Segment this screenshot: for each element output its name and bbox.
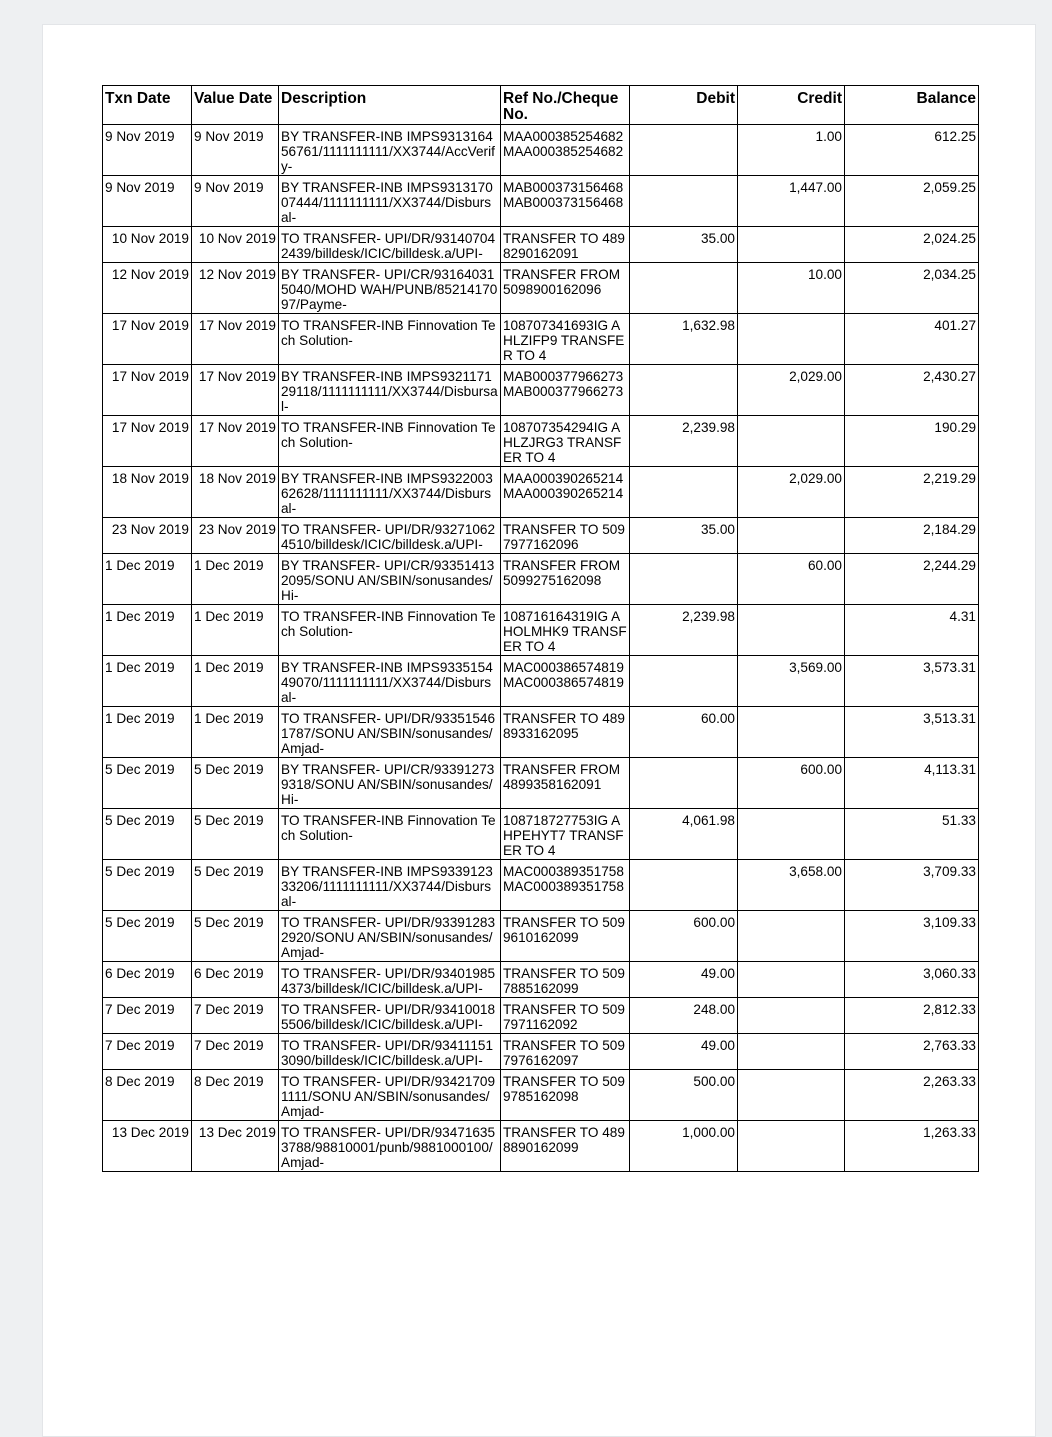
credit-cell: 1,447.00 (738, 176, 845, 227)
value-date-cell: 1 Dec 2019 (192, 605, 279, 656)
table-row (103, 809, 979, 860)
debit-cell: 49.00 (630, 962, 738, 998)
ref-cell: TRANSFER FROM 5098900162096 (501, 263, 630, 314)
balance-cell: 612.25 (845, 125, 979, 176)
header-ref: Ref No./Cheque No. (501, 86, 630, 125)
table-row (103, 314, 979, 365)
value-date-cell: 12 Nov 2019 (192, 263, 279, 314)
value-date-cell: 5 Dec 2019 (192, 860, 279, 911)
value-date-cell: 17 Nov 2019 (192, 365, 279, 416)
ref-cell: MAA000385254682 MAA000385254682 (501, 125, 630, 176)
balance-cell: 2,219.29 (845, 467, 979, 518)
description-cell: BY TRANSFER-INB IMPS931316456761/1111111111/XX3744/AccVerify- (279, 125, 501, 176)
balance-cell: 190.29 (845, 416, 979, 467)
txn-date-cell: 9 Nov 2019 (103, 125, 192, 176)
balance-cell: 3,060.33 (845, 962, 979, 998)
debit-cell: 60.00 (630, 707, 738, 758)
credit-cell: 60.00 (738, 554, 845, 605)
ref-cell: TRANSFER TO 4898890162099 (501, 1121, 630, 1172)
balance-cell: 2,763.33 (845, 1034, 979, 1070)
balance-cell: 3,513.31 (845, 707, 979, 758)
txn-date-cell: 1 Dec 2019 (103, 605, 192, 656)
description-cell: TO TRANSFER- UPI/DR/934217091111/SONU AN/SBIN/sonusandes/Amjad- (279, 1070, 501, 1121)
description-cell: BY TRANSFER- UPI/CR/933912739318/SONU AN/SBIN/sonusandes/Hi- (279, 758, 501, 809)
ref-cell: TRANSFER TO 5097976162097 (501, 1034, 630, 1070)
description-cell: BY TRANSFER-INB IMPS931317007444/1111111111/XX3744/Disbursal- (279, 176, 501, 227)
credit-cell (738, 314, 845, 365)
value-date-cell: 23 Nov 2019 (192, 518, 279, 554)
ref-cell: TRANSFER FROM 5099275162098 (501, 554, 630, 605)
txn-date-cell: 1 Dec 2019 (103, 554, 192, 605)
table-row (103, 962, 979, 998)
value-date-cell: 9 Nov 2019 (192, 125, 279, 176)
debit-cell (630, 758, 738, 809)
balance-cell: 2,034.25 (845, 263, 979, 314)
debit-cell (630, 365, 738, 416)
debit-cell (630, 176, 738, 227)
credit-cell (738, 911, 845, 962)
credit-cell (738, 1070, 845, 1121)
value-date-cell: 6 Dec 2019 (192, 962, 279, 998)
value-date-cell: 1 Dec 2019 (192, 554, 279, 605)
credit-cell (738, 416, 845, 467)
value-date-cell: 5 Dec 2019 (192, 911, 279, 962)
txn-date-cell: 8 Dec 2019 (103, 1070, 192, 1121)
txn-date-cell: 23 Nov 2019 (103, 518, 192, 554)
description-cell: BY TRANSFER-INB IMPS933912333206/1111111111/XX3744/Disbursal- (279, 860, 501, 911)
credit-cell: 600.00 (738, 758, 845, 809)
debit-cell: 2,239.98 (630, 605, 738, 656)
balance-cell: 51.33 (845, 809, 979, 860)
credit-cell: 2,029.00 (738, 365, 845, 416)
debit-cell (630, 467, 738, 518)
table-row (103, 656, 979, 707)
table-row (103, 1121, 979, 1172)
ref-cell: MAC000389351758 MAC000389351758 (501, 860, 630, 911)
txn-date-cell: 5 Dec 2019 (103, 911, 192, 962)
ref-cell: 108718727753IG AHPEHYT7 TRANSFER TO 4 (501, 809, 630, 860)
balance-cell: 3,709.33 (845, 860, 979, 911)
description-cell: TO TRANSFER- UPI/DR/933912832920/SONU AN/SBIN/sonusandes/Amjad- (279, 911, 501, 962)
credit-cell: 10.00 (738, 263, 845, 314)
balance-cell: 1,263.33 (845, 1121, 979, 1172)
ref-cell: MAB000377966273 MAB000377966273 (501, 365, 630, 416)
ref-cell: 108707341693IG AHLZIFP9 TRANSFER TO 4 (501, 314, 630, 365)
txn-date-cell: 17 Nov 2019 (103, 365, 192, 416)
debit-cell: 2,239.98 (630, 416, 738, 467)
txn-date-cell: 17 Nov 2019 (103, 314, 192, 365)
description-cell: TO TRANSFER- UPI/DR/932710624510/billdesk/ICIC/billdesk.a/UPI- (279, 518, 501, 554)
debit-cell (630, 125, 738, 176)
balance-cell: 2,024.25 (845, 227, 979, 263)
table-row (103, 416, 979, 467)
value-date-cell: 18 Nov 2019 (192, 467, 279, 518)
credit-cell (738, 998, 845, 1034)
description-cell: TO TRANSFER- UPI/DR/934716353788/98810001/punb/9881000100/Amjad- (279, 1121, 501, 1172)
txn-date-cell: 7 Dec 2019 (103, 1034, 192, 1070)
txn-date-cell: 13 Dec 2019 (103, 1121, 192, 1172)
credit-cell: 3,658.00 (738, 860, 845, 911)
balance-cell: 3,109.33 (845, 911, 979, 962)
debit-cell: 35.00 (630, 518, 738, 554)
value-date-cell: 7 Dec 2019 (192, 998, 279, 1034)
balance-cell: 2,430.27 (845, 365, 979, 416)
balance-cell: 2,244.29 (845, 554, 979, 605)
ref-cell: MAB000373156468 MAB000373156468 (501, 176, 630, 227)
value-date-cell: 10 Nov 2019 (192, 227, 279, 263)
ref-cell: 108716164319IG AHOLMHK9 TRANSFER TO 4 (501, 605, 630, 656)
credit-cell (738, 1121, 845, 1172)
txn-date-cell: 10 Nov 2019 (103, 227, 192, 263)
table-row (103, 554, 979, 605)
ref-cell: TRANSFER TO 5097885162099 (501, 962, 630, 998)
description-cell: BY TRANSFER-INB IMPS932117129118/1111111111/XX3744/Disbursal- (279, 365, 501, 416)
header-credit: Credit (738, 86, 845, 125)
table-row (103, 176, 979, 227)
ref-cell: TRANSFER TO 5099785162098 (501, 1070, 630, 1121)
debit-cell: 1,000.00 (630, 1121, 738, 1172)
debit-cell: 600.00 (630, 911, 738, 962)
balance-cell: 4,113.31 (845, 758, 979, 809)
balance-cell: 2,812.33 (845, 998, 979, 1034)
ref-cell: TRANSFER TO 5099610162099 (501, 911, 630, 962)
debit-cell: 500.00 (630, 1070, 738, 1121)
txn-date-cell: 12 Nov 2019 (103, 263, 192, 314)
header-debit: Debit (630, 86, 738, 125)
value-date-cell: 7 Dec 2019 (192, 1034, 279, 1070)
txn-date-cell: 6 Dec 2019 (103, 962, 192, 998)
table-row (103, 911, 979, 962)
transaction-rows (103, 125, 979, 1172)
debit-cell: 49.00 (630, 1034, 738, 1070)
ref-cell: 108707354294IG AHLZJRG3 TRANSFER TO 4 (501, 416, 630, 467)
debit-cell (630, 656, 738, 707)
credit-cell: 2,029.00 (738, 467, 845, 518)
table-row (103, 707, 979, 758)
ref-cell: TRANSFER TO 4898933162095 (501, 707, 630, 758)
table-header-row (103, 86, 979, 125)
value-date-cell: 17 Nov 2019 (192, 416, 279, 467)
header-balance: Balance (845, 86, 979, 125)
credit-cell (738, 605, 845, 656)
debit-cell: 4,061.98 (630, 809, 738, 860)
debit-cell: 1,632.98 (630, 314, 738, 365)
balance-cell: 2,059.25 (845, 176, 979, 227)
description-cell: TO TRANSFER-INB Finnovation Tech Solution- (279, 809, 501, 860)
description-cell: TO TRANSFER- UPI/DR/933515461787/SONU AN/SBIN/sonusandes/Amjad- (279, 707, 501, 758)
table-row (103, 467, 979, 518)
table-row (103, 1034, 979, 1070)
debit-cell (630, 263, 738, 314)
txn-date-cell: 18 Nov 2019 (103, 467, 192, 518)
description-cell: BY TRANSFER- UPI/CR/931640315040/MOHD WAH/PUNB/8521417097/Payme- (279, 263, 501, 314)
balance-cell: 401.27 (845, 314, 979, 365)
ref-cell: TRANSFER FROM 4899358162091 (501, 758, 630, 809)
debit-cell (630, 860, 738, 911)
description-cell: TO TRANSFER-INB Finnovation Tech Solution- (279, 605, 501, 656)
debit-cell: 248.00 (630, 998, 738, 1034)
balance-cell: 2,184.29 (845, 518, 979, 554)
txn-date-cell: 5 Dec 2019 (103, 860, 192, 911)
header-txn-date: Txn Date (103, 86, 192, 125)
description-cell: TO TRANSFER-INB Finnovation Tech Solution- (279, 314, 501, 365)
table-row (103, 365, 979, 416)
value-date-cell: 8 Dec 2019 (192, 1070, 279, 1121)
ref-cell: TRANSFER TO 5097971162092 (501, 998, 630, 1034)
ref-cell: MAA000390265214 MAA000390265214 (501, 467, 630, 518)
table-row (103, 758, 979, 809)
description-cell: BY TRANSFER-INB IMPS932200362628/1111111111/XX3744/Disbursal- (279, 467, 501, 518)
credit-cell (738, 518, 845, 554)
ref-cell: TRANSFER TO 4898290162091 (501, 227, 630, 263)
table-row (103, 227, 979, 263)
txn-date-cell: 17 Nov 2019 (103, 416, 192, 467)
txn-date-cell: 5 Dec 2019 (103, 758, 192, 809)
balance-cell: 3,573.31 (845, 656, 979, 707)
table-row (103, 1070, 979, 1121)
table-row (103, 998, 979, 1034)
txn-date-cell: 5 Dec 2019 (103, 809, 192, 860)
balance-cell: 2,263.33 (845, 1070, 979, 1121)
table-row (103, 125, 979, 176)
credit-cell (738, 227, 845, 263)
description-cell: TO TRANSFER-INB Finnovation Tech Solution- (279, 416, 501, 467)
description-cell: TO TRANSFER- UPI/DR/934019854373/billdesk/ICIC/billdesk.a/UPI- (279, 962, 501, 998)
table-row (103, 518, 979, 554)
table-row (103, 860, 979, 911)
value-date-cell: 1 Dec 2019 (192, 656, 279, 707)
credit-cell: 1.00 (738, 125, 845, 176)
value-date-cell: 9 Nov 2019 (192, 176, 279, 227)
header-value-date: Value Date (192, 86, 279, 125)
description-cell: TO TRANSFER- UPI/DR/931407042439/billdesk/ICIC/billdesk.a/UPI- (279, 227, 501, 263)
value-date-cell: 5 Dec 2019 (192, 758, 279, 809)
value-date-cell: 13 Dec 2019 (192, 1121, 279, 1172)
txn-date-cell: 1 Dec 2019 (103, 656, 192, 707)
credit-cell (738, 962, 845, 998)
credit-cell (738, 1034, 845, 1070)
description-cell: TO TRANSFER- UPI/DR/934100185506/billdesk/ICIC/billdesk.a/UPI- (279, 998, 501, 1034)
credit-cell (738, 809, 845, 860)
ref-cell: TRANSFER TO 5097977162096 (501, 518, 630, 554)
header-description: Description (279, 86, 501, 125)
value-date-cell: 5 Dec 2019 (192, 809, 279, 860)
ref-cell: MAC000386574819 MAC000386574819 (501, 656, 630, 707)
balance-cell: 4.31 (845, 605, 979, 656)
txn-date-cell: 1 Dec 2019 (103, 707, 192, 758)
txn-date-cell: 9 Nov 2019 (103, 176, 192, 227)
debit-cell: 35.00 (630, 227, 738, 263)
debit-cell (630, 554, 738, 605)
credit-cell (738, 707, 845, 758)
value-date-cell: 17 Nov 2019 (192, 314, 279, 365)
table-row (103, 263, 979, 314)
description-cell: TO TRANSFER- UPI/DR/934111513090/billdesk/ICIC/billdesk.a/UPI- (279, 1034, 501, 1070)
credit-cell: 3,569.00 (738, 656, 845, 707)
value-date-cell: 1 Dec 2019 (192, 707, 279, 758)
description-cell: BY TRANSFER-INB IMPS933515449070/1111111111/XX3744/Disbursal- (279, 656, 501, 707)
txn-date-cell: 7 Dec 2019 (103, 998, 192, 1034)
transaction-table (102, 85, 979, 1172)
description-cell: BY TRANSFER- UPI/CR/933514132095/SONU AN/SBIN/sonusandes/Hi- (279, 554, 501, 605)
table-row (103, 605, 979, 656)
